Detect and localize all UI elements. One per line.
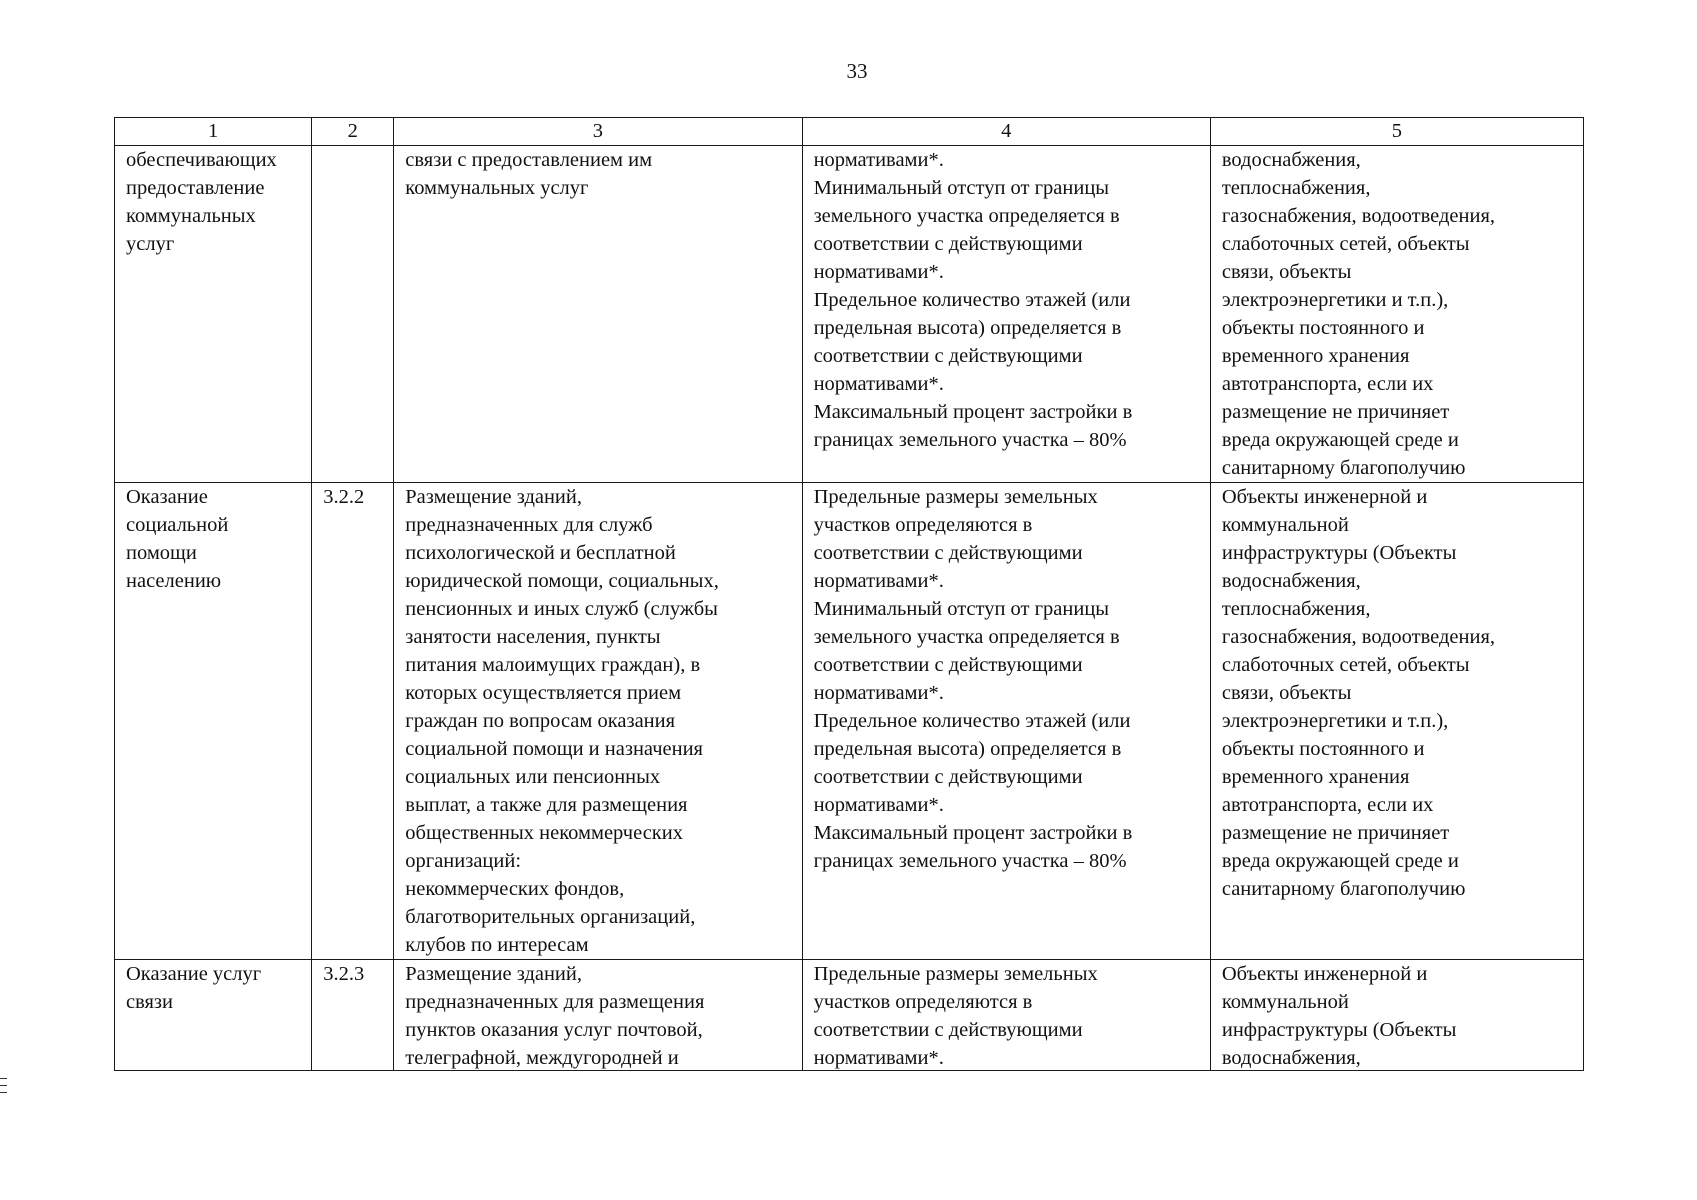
table-row: [115, 483, 1584, 960]
use-type-code: 3.2.3: [312, 960, 394, 1071]
use-type-name: Оказание социальной помощи населению: [115, 483, 312, 960]
table-row: [115, 960, 1584, 1071]
use-type-description: Размещение зданий, предназначенных для служб психологической и бесплатной юридической помощи, социальных, пенсионных и иных служб (службы занятости населения, пункты питания малоимущих граждан), в которых осуществляется прием граждан по вопросам оказания социальной помощи и назначения социальных или пенсионных выплат, а также для размещения общественных некоммерческих организаций: некоммерческих фондов, благотворительных организаций, клубов по интересам: [394, 483, 802, 960]
page-number: 33: [846, 59, 868, 83]
use-type-auxiliary: водоснабжения, теплоснабжения, газоснабжения, водоотведения, слаботочных сетей, объекты связи, объекты электроэнергетики и т.п.), объекты постоянного и временного хранения автотранспорта, если их размещение не причиняет вреда окружающей среде и санитарному благополучию: [1210, 146, 1583, 483]
column-number-2: 2: [312, 118, 394, 146]
header-row: [115, 118, 1584, 146]
use-type-parameters: Предельные размеры земельных участков определяются в соответствии с действующими нормативами*.: [802, 960, 1210, 1071]
column-number-1: 1: [115, 118, 312, 146]
use-type-name: Оказание услуг связи: [115, 960, 312, 1071]
use-type-description: Размещение зданий, предназначенных для размещения пунктов оказания услуг почтовой, телеграфной, междугородней и: [394, 960, 802, 1071]
use-type-auxiliary: Объекты инженерной и коммунальной инфраструктуры (Объекты водоснабжения, теплоснабжения, газоснабжения, водоотведения, слаботочных сетей, объекты связи, объекты электроэнергетики и т.п.), объекты постоянного и временного хранения автотранспорта, если их размещение не причиняет вреда окружающей среде и санитарному благополучию: [1210, 483, 1583, 960]
column-number-5: 5: [1210, 118, 1583, 146]
use-type-auxiliary: Объекты инженерной и коммунальной инфраструктуры (Объекты водоснабжения,: [1210, 960, 1583, 1071]
use-type-name: обеспечивающих предоставление коммунальных услуг: [115, 146, 312, 483]
use-type-description: связи с предоставлением им коммунальных услуг: [394, 146, 802, 483]
land-use-table: [114, 117, 1584, 1071]
use-type-parameters: нормативами*. Минимальный отступ от границы земельного участка определяется в соответствии с действующими нормативами*. Предельное количество этажей (или предельная высота) определяется в соответствии с действующими нормативами*. Максимальный процент застройки в границах земельного участка – 80%: [802, 146, 1210, 483]
column-number-3: 3: [394, 118, 802, 146]
scan-margin-marks: [0, 1078, 8, 1099]
table-row: [115, 146, 1584, 483]
use-type-parameters: Предельные размеры земельных участков определяются в соответствии с действующими нормативами*. Минимальный отступ от границы земельного участка определяется в соответствии с действующими нормативами*. Предельное количество этажей (или предельная высота) определяется в соответствии с действующими нормативами*. Максимальный процент застройки в границах земельного участка – 80%: [802, 483, 1210, 960]
use-type-code: 3.2.2: [312, 483, 394, 960]
use-type-code: [312, 146, 394, 483]
column-number-4: 4: [802, 118, 1210, 146]
